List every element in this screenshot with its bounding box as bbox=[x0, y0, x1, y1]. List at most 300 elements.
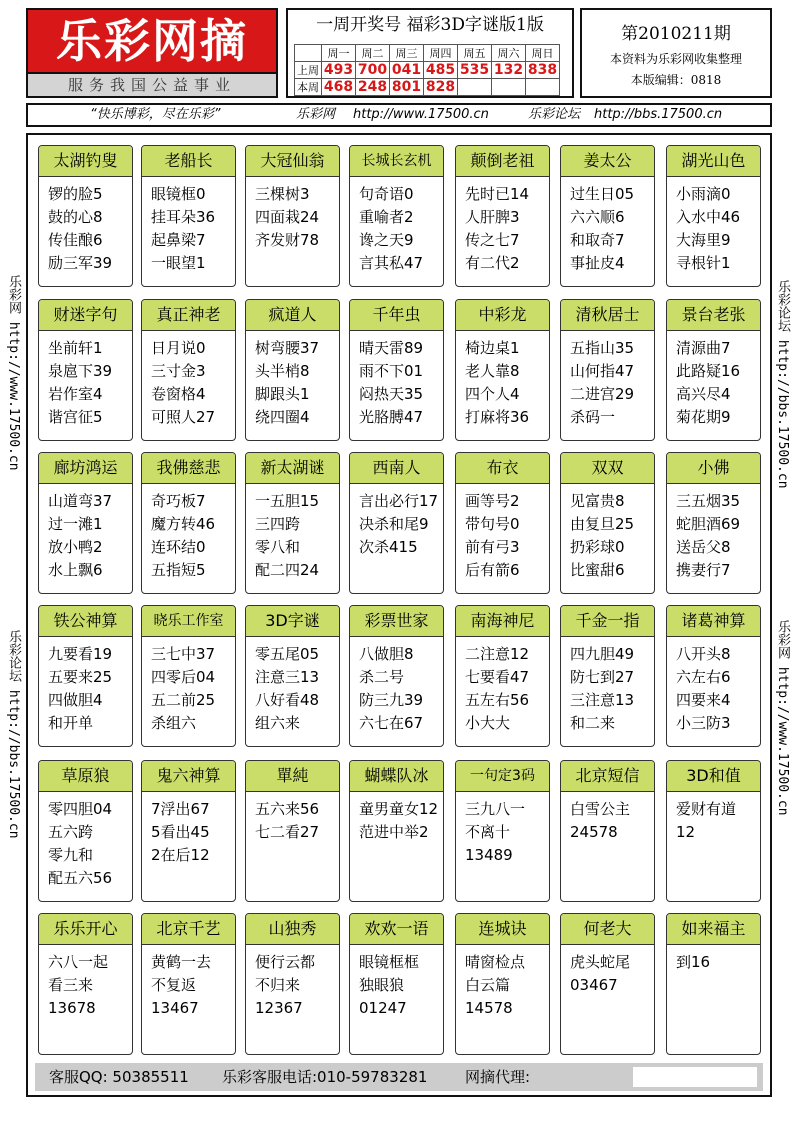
draw-number: 468 bbox=[322, 79, 356, 96]
puzzle-line: 便行云都 bbox=[255, 953, 316, 971]
puzzle-card-title: 一句定3码 bbox=[456, 761, 549, 792]
puzzle-line: 有二代2 bbox=[465, 254, 520, 272]
puzzle-line: 句奇语0 bbox=[359, 185, 414, 203]
puzzle-card-body bbox=[246, 331, 339, 429]
puzzle-card-body bbox=[246, 484, 339, 582]
draw-number: 838 bbox=[526, 62, 560, 79]
puzzle-line: 励三军39 bbox=[48, 254, 113, 272]
puzzle-line: 二注意12 bbox=[465, 645, 530, 663]
puzzle-line: 虎头蛇尾 bbox=[570, 953, 631, 971]
day-header: 周六 bbox=[492, 45, 526, 62]
puzzle-line: 杀组六 bbox=[151, 714, 197, 732]
puzzle-card-body bbox=[142, 792, 235, 867]
puzzle-line: 配二四24 bbox=[255, 561, 320, 579]
puzzle-card-title: 新太湖谜 bbox=[246, 453, 339, 484]
puzzle-card-body bbox=[456, 331, 549, 429]
puzzle-card-body bbox=[246, 637, 339, 735]
puzzle-line: 12 bbox=[676, 823, 696, 841]
puzzle-card-title: 鬼六神算 bbox=[142, 761, 235, 792]
puzzle-card-title: 大冠仙翁 bbox=[246, 146, 339, 177]
puzzle-card-title: 3D字谜 bbox=[246, 606, 339, 637]
puzzle-line: 寻根针1 bbox=[676, 254, 731, 272]
puzzle-line: 注意三13 bbox=[255, 668, 320, 686]
puzzle-card-body bbox=[667, 637, 760, 735]
puzzle-line: 黄鹤一去 bbox=[151, 953, 212, 971]
puzzle-line: 放小鸭2 bbox=[48, 538, 103, 556]
puzzle-line: 一五胆15 bbox=[255, 492, 320, 510]
puzzle-line: 蛇胆酒69 bbox=[676, 515, 741, 533]
puzzle-card-body bbox=[667, 484, 760, 582]
puzzle-line: 鼓的心8 bbox=[48, 208, 103, 226]
puzzle-card bbox=[245, 605, 340, 747]
puzzle-card-title: 老船长 bbox=[142, 146, 235, 177]
side-text-right-top bbox=[776, 280, 798, 510]
puzzle-card-title: 财迷字句 bbox=[39, 300, 132, 331]
agent-blank-box bbox=[633, 1067, 757, 1087]
puzzle-card bbox=[141, 760, 236, 902]
puzzle-line: 小雨滴0 bbox=[676, 185, 731, 203]
puzzle-card-body bbox=[39, 177, 132, 275]
day-header: 周日 bbox=[526, 45, 560, 62]
slogan: 服务我国公益事业 bbox=[26, 74, 278, 98]
puzzle-line: 八做胆8 bbox=[359, 645, 414, 663]
side-text: 乐彩论坛 http://bbs.17500.cn bbox=[775, 280, 790, 489]
puzzle-card bbox=[38, 913, 133, 1055]
puzzle-card-title: 欢欢一语 bbox=[350, 914, 443, 945]
side-text-right-bottom bbox=[776, 620, 798, 860]
puzzle-line: 7浮出67 bbox=[151, 800, 210, 818]
puzzle-line: 大海里9 bbox=[676, 231, 731, 249]
puzzle-line: 眼镜框框 bbox=[359, 953, 420, 971]
puzzle-line: 齐发财78 bbox=[255, 231, 320, 249]
puzzle-line: 看三来 bbox=[48, 976, 94, 994]
site-label: 乐彩网 bbox=[296, 107, 336, 122]
puzzle-line: 七要看47 bbox=[465, 668, 530, 686]
puzzle-line: 魔方转46 bbox=[151, 515, 216, 533]
puzzle-card-body bbox=[350, 945, 443, 1020]
puzzle-line: 次杀415 bbox=[359, 538, 418, 556]
puzzle-line: 人肝脾3 bbox=[465, 208, 520, 226]
puzzle-card-body bbox=[142, 945, 235, 1020]
table-corner bbox=[295, 45, 322, 62]
puzzle-card bbox=[38, 760, 133, 902]
puzzle-card bbox=[38, 299, 133, 441]
puzzle-card-title: 双双 bbox=[561, 453, 654, 484]
puzzle-card-title: 乐乐开心 bbox=[39, 914, 132, 945]
puzzle-line: 头半梢8 bbox=[255, 362, 310, 380]
puzzle-line: 山何指47 bbox=[570, 362, 635, 380]
puzzle-card-body bbox=[350, 484, 443, 559]
puzzle-card bbox=[38, 605, 133, 747]
puzzle-card-body bbox=[456, 637, 549, 735]
puzzle-line: 组六来 bbox=[255, 714, 301, 732]
puzzle-card-title: 湖光山色 bbox=[667, 146, 760, 177]
draw-number bbox=[492, 79, 526, 96]
puzzle-line: 2在后12 bbox=[151, 846, 210, 864]
puzzle-card-title: 南海神尼 bbox=[456, 606, 549, 637]
puzzle-line: 小三防3 bbox=[676, 714, 731, 732]
puzzle-line: 先时已14 bbox=[465, 185, 530, 203]
day-header: 周四 bbox=[424, 45, 458, 62]
puzzle-line: 杀二号 bbox=[359, 668, 405, 686]
puzzle-line: 五指短5 bbox=[151, 561, 206, 579]
puzzle-card-body bbox=[561, 484, 654, 582]
puzzle-line: 三四跨 bbox=[255, 515, 301, 533]
puzzle-card-title: 單純 bbox=[246, 761, 339, 792]
puzzle-line: 二进宫29 bbox=[570, 385, 635, 403]
puzzle-line: 光胳膊47 bbox=[359, 408, 424, 426]
draw-number: 700 bbox=[356, 62, 390, 79]
puzzle-line: 挂耳朵36 bbox=[151, 208, 216, 226]
logo-text: 乐彩网摘 bbox=[56, 14, 248, 68]
side-text: 乐彩网 http://www.17500.cn bbox=[6, 275, 21, 471]
puzzle-card bbox=[141, 299, 236, 441]
puzzle-card-title: 中彩龙 bbox=[456, 300, 549, 331]
puzzle-card-title: 晓乐工作室 bbox=[142, 606, 235, 637]
puzzle-card-title: 太湖钓叟 bbox=[39, 146, 132, 177]
puzzle-line: 画等号2 bbox=[465, 492, 520, 510]
puzzle-card bbox=[141, 605, 236, 747]
puzzle-card-body bbox=[456, 792, 549, 867]
puzzle-line: 5看出45 bbox=[151, 823, 210, 841]
puzzle-line: 零五尾05 bbox=[255, 645, 320, 663]
puzzle-card bbox=[666, 299, 761, 441]
puzzle-card-title: 草原狼 bbox=[39, 761, 132, 792]
puzzle-card-body bbox=[561, 792, 654, 844]
puzzle-card-body bbox=[667, 331, 760, 429]
puzzle-line: 杀码一 bbox=[570, 408, 616, 426]
puzzle-line: 谗之天9 bbox=[359, 231, 414, 249]
puzzle-line: 24578 bbox=[570, 823, 618, 841]
puzzle-card bbox=[560, 145, 655, 287]
puzzle-card bbox=[349, 913, 444, 1055]
puzzle-line: 言其私47 bbox=[359, 254, 424, 272]
puzzle-card-body bbox=[39, 331, 132, 429]
puzzle-line: 六八一起 bbox=[48, 953, 109, 971]
puzzle-line: 三七中37 bbox=[151, 645, 216, 663]
puzzle-card-title: 小佛 bbox=[667, 453, 760, 484]
puzzle-line: 和开单 bbox=[48, 714, 94, 732]
puzzle-line: 椅边桌1 bbox=[465, 339, 520, 357]
puzzle-line: 扔彩球0 bbox=[570, 538, 625, 556]
puzzle-line: 和取奇7 bbox=[570, 231, 625, 249]
logo bbox=[26, 8, 278, 74]
puzzle-card bbox=[349, 760, 444, 902]
puzzle-line: 防七到27 bbox=[570, 668, 635, 686]
puzzle-card-title: 山独秀 bbox=[246, 914, 339, 945]
puzzle-card-body bbox=[142, 484, 235, 582]
puzzle-card-body bbox=[667, 945, 760, 974]
puzzle-line: 四九胆49 bbox=[570, 645, 635, 663]
puzzle-line: 重喻者2 bbox=[359, 208, 414, 226]
puzzle-line: 决杀和尾9 bbox=[359, 515, 429, 533]
source-note: 本资料为乐彩网收集整理 bbox=[609, 52, 742, 66]
puzzle-card bbox=[560, 605, 655, 747]
puzzle-line: 防三九39 bbox=[359, 691, 424, 709]
puzzle-card bbox=[245, 145, 340, 287]
puzzle-card bbox=[560, 913, 655, 1055]
puzzle-line: 传佳酿6 bbox=[48, 231, 103, 249]
puzzle-line: 零八和 bbox=[255, 538, 301, 556]
puzzle-card-title: 姜太公 bbox=[561, 146, 654, 177]
puzzle-card-title: 铁公神算 bbox=[39, 606, 132, 637]
issue-number: 第2010211期 bbox=[621, 24, 731, 44]
puzzle-card bbox=[666, 605, 761, 747]
puzzle-line: 此路疑16 bbox=[676, 362, 741, 380]
puzzle-line: 白雪公主 bbox=[570, 800, 631, 818]
editor-note: 本版编辑：0818 bbox=[630, 73, 722, 87]
puzzle-card bbox=[349, 452, 444, 594]
puzzle-card-title: 如来福主 bbox=[667, 914, 760, 945]
puzzle-line: 七二看27 bbox=[255, 823, 320, 841]
draw-number: 485 bbox=[424, 62, 458, 79]
puzzle-line: 高兴尽4 bbox=[676, 385, 731, 403]
puzzle-card bbox=[455, 913, 550, 1055]
puzzle-grid bbox=[26, 133, 772, 1097]
puzzle-line: 六七在67 bbox=[359, 714, 424, 732]
puzzle-line: 入水中46 bbox=[676, 208, 741, 226]
puzzle-card-title: 真正神老 bbox=[142, 300, 235, 331]
puzzle-card bbox=[245, 913, 340, 1055]
draw-results-title: 一周开奖号 福彩3D字谜版1版 bbox=[316, 15, 544, 35]
puzzle-card-title: 疯道人 bbox=[246, 300, 339, 331]
draw-number: 041 bbox=[390, 62, 424, 79]
puzzle-card bbox=[38, 145, 133, 287]
draw-number bbox=[458, 79, 492, 96]
day-header: 周三 bbox=[390, 45, 424, 62]
day-header: 周五 bbox=[458, 45, 492, 62]
puzzle-card-body bbox=[456, 484, 549, 582]
puzzle-card-title: 廊坊鸿运 bbox=[39, 453, 132, 484]
row-label-last-week: 上周 bbox=[295, 62, 322, 79]
puzzle-line: 五二前25 bbox=[151, 691, 216, 709]
puzzle-line: 清源曲7 bbox=[676, 339, 731, 357]
draw-number: 535 bbox=[458, 62, 492, 79]
puzzle-card bbox=[245, 760, 340, 902]
puzzle-card bbox=[455, 605, 550, 747]
day-header: 周一 bbox=[322, 45, 356, 62]
puzzle-line: 后有箭6 bbox=[465, 561, 520, 579]
puzzle-card-body bbox=[246, 792, 339, 844]
puzzle-card-title: 彩票世家 bbox=[350, 606, 443, 637]
puzzle-card bbox=[141, 913, 236, 1055]
puzzle-line: 起鼻梁7 bbox=[151, 231, 206, 249]
puzzle-line: 四要来4 bbox=[676, 691, 731, 709]
puzzle-line: 不复返 bbox=[151, 976, 197, 994]
puzzle-line: 水上飘6 bbox=[48, 561, 103, 579]
draw-results-panel bbox=[286, 8, 574, 98]
puzzle-line: 打麻将36 bbox=[465, 408, 530, 426]
puzzle-line: 山道弯37 bbox=[48, 492, 113, 510]
forum-link[interactable]: http://bbs.17500.cn bbox=[594, 107, 723, 122]
puzzle-card-body bbox=[350, 331, 443, 429]
puzzle-line: 锣的脸5 bbox=[48, 185, 103, 203]
draw-number: 828 bbox=[424, 79, 458, 96]
forum-label: 乐彩论坛 bbox=[528, 107, 581, 122]
puzzle-line: 不归来 bbox=[255, 976, 301, 994]
puzzle-line: 泉扈下39 bbox=[48, 362, 113, 380]
puzzle-line: 零九和 bbox=[48, 846, 94, 864]
puzzle-line: 过生日05 bbox=[570, 185, 635, 203]
puzzle-line: 雨不下01 bbox=[359, 362, 424, 380]
puzzle-line: 奇巧板7 bbox=[151, 492, 206, 510]
puzzle-line: 传之七7 bbox=[465, 231, 520, 249]
puzzle-line: 八好看48 bbox=[255, 691, 320, 709]
puzzle-card bbox=[560, 452, 655, 594]
puzzle-line: 独眼狼 bbox=[359, 976, 405, 994]
puzzle-card-body bbox=[39, 637, 132, 735]
puzzle-card bbox=[560, 760, 655, 902]
draw-number: 132 bbox=[492, 62, 526, 79]
puzzle-line: 谐宫征5 bbox=[48, 408, 103, 426]
puzzle-card-title: 蝴蝶队冰 bbox=[350, 761, 443, 792]
puzzle-card bbox=[245, 299, 340, 441]
puzzle-card-body bbox=[39, 792, 132, 890]
puzzle-card bbox=[455, 452, 550, 594]
puzzle-card-body bbox=[456, 945, 549, 1020]
puzzle-line: 和二来 bbox=[570, 714, 616, 732]
puzzle-line: 四个人4 bbox=[465, 385, 520, 403]
puzzle-line: 小大大 bbox=[465, 714, 511, 732]
puzzle-line: 比蜜甜6 bbox=[570, 561, 625, 579]
draw-number: 493 bbox=[322, 62, 356, 79]
puzzle-card-title: 布衣 bbox=[456, 453, 549, 484]
puzzle-line: 六六顺6 bbox=[570, 208, 625, 226]
puzzle-card bbox=[666, 145, 761, 287]
puzzle-card-title: 北京千艺 bbox=[142, 914, 235, 945]
puzzle-card-body bbox=[350, 177, 443, 275]
puzzle-card-title: 连城诀 bbox=[456, 914, 549, 945]
puzzle-line: 老人靠8 bbox=[465, 362, 520, 380]
draw-number: 801 bbox=[390, 79, 424, 96]
puzzle-line: 14578 bbox=[465, 999, 513, 1017]
puzzle-line: 12367 bbox=[255, 999, 303, 1017]
puzzle-line: 送岳父8 bbox=[676, 538, 731, 556]
puzzle-card bbox=[455, 760, 550, 902]
puzzle-line: 三注意13 bbox=[570, 691, 635, 709]
puzzle-card-body bbox=[350, 792, 443, 844]
puzzle-line: 连环结0 bbox=[151, 538, 206, 556]
issue-panel bbox=[580, 8, 772, 98]
puzzle-card bbox=[349, 605, 444, 747]
puzzle-line: 白云篇 bbox=[465, 976, 511, 994]
puzzle-card bbox=[245, 452, 340, 594]
puzzle-line: 03467 bbox=[570, 976, 618, 994]
puzzle-line: 由复旦25 bbox=[570, 515, 635, 533]
puzzle-card-body bbox=[561, 331, 654, 429]
puzzle-card bbox=[455, 299, 550, 441]
puzzle-card bbox=[349, 145, 444, 287]
puzzle-line: 眼镜框0 bbox=[151, 185, 206, 203]
puzzle-line: 卷窗格4 bbox=[151, 385, 206, 403]
agent-label: 网摘代理: bbox=[465, 1068, 531, 1086]
puzzle-card-body bbox=[142, 177, 235, 275]
puzzle-line: 四零后04 bbox=[151, 668, 216, 686]
puzzle-line: 五指山35 bbox=[570, 339, 635, 357]
puzzle-line: 晴天雷89 bbox=[359, 339, 424, 357]
puzzle-line: 四面栽24 bbox=[255, 208, 320, 226]
side-text: 乐彩网 http://www.17500.cn bbox=[775, 620, 790, 816]
puzzle-card bbox=[666, 913, 761, 1055]
puzzle-line: 可照人27 bbox=[151, 408, 216, 426]
puzzle-card bbox=[349, 299, 444, 441]
puzzle-card-title: 何老大 bbox=[561, 914, 654, 945]
puzzle-line: 六左右6 bbox=[676, 668, 731, 686]
puzzle-line: 到16 bbox=[676, 953, 711, 971]
puzzle-card-body bbox=[350, 637, 443, 735]
url-bar bbox=[26, 103, 772, 127]
puzzle-card-body bbox=[667, 177, 760, 275]
puzzle-line: 范进中举2 bbox=[359, 823, 429, 841]
puzzle-card bbox=[455, 145, 550, 287]
puzzle-card bbox=[666, 452, 761, 594]
puzzle-line: 13678 bbox=[48, 999, 96, 1017]
puzzle-card-body bbox=[142, 637, 235, 735]
puzzle-card-title: 西南人 bbox=[350, 453, 443, 484]
puzzle-card bbox=[666, 760, 761, 902]
day-header: 周二 bbox=[356, 45, 390, 62]
puzzle-line: 闷热天35 bbox=[359, 385, 424, 403]
puzzle-line: 三五烟35 bbox=[676, 492, 741, 510]
puzzle-line: 过一滩1 bbox=[48, 515, 103, 533]
puzzle-card-body bbox=[561, 945, 654, 997]
puzzle-line: 童男童女12 bbox=[359, 800, 439, 818]
site-link[interactable]: http://www.17500.cn bbox=[353, 107, 489, 122]
puzzle-line: 事扯皮4 bbox=[570, 254, 625, 272]
puzzle-card-title: 千年虫 bbox=[350, 300, 443, 331]
puzzle-card-body bbox=[246, 945, 339, 1020]
row-label-this-week: 本周 bbox=[295, 79, 322, 96]
puzzle-card-title: 我佛慈悲 bbox=[142, 453, 235, 484]
puzzle-line: 晴窗检点 bbox=[465, 953, 526, 971]
puzzle-line: 四做胆4 bbox=[48, 691, 103, 709]
puzzle-card-body bbox=[246, 177, 339, 252]
puzzle-card-title: 长城长玄机 bbox=[350, 146, 443, 177]
puzzle-line: 见富贵8 bbox=[570, 492, 625, 510]
side-text: 乐彩论坛 http://bbs.17500.cn bbox=[6, 630, 21, 839]
puzzle-line: 八开头8 bbox=[676, 645, 731, 663]
puzzle-line: 带句号0 bbox=[465, 515, 520, 533]
puzzle-card bbox=[141, 452, 236, 594]
puzzle-line: 13489 bbox=[465, 846, 513, 864]
puzzle-line: 不离十 bbox=[465, 823, 511, 841]
puzzle-line: 01247 bbox=[359, 999, 407, 1017]
footer-bar bbox=[35, 1063, 763, 1091]
puzzle-line: 三寸金3 bbox=[151, 362, 206, 380]
puzzle-line: 九要看19 bbox=[48, 645, 113, 663]
puzzle-line: 前有弓3 bbox=[465, 538, 520, 556]
puzzle-line: 五要来25 bbox=[48, 668, 113, 686]
puzzle-line: 三九八一 bbox=[465, 800, 526, 818]
puzzle-card-body bbox=[561, 637, 654, 735]
puzzle-line: 言出必行17 bbox=[359, 492, 439, 510]
puzzle-line: 树弯腰37 bbox=[255, 339, 320, 357]
puzzle-card-body bbox=[142, 331, 235, 429]
puzzle-card bbox=[560, 299, 655, 441]
puzzle-line: 零四胆04 bbox=[48, 800, 113, 818]
puzzle-line: 13467 bbox=[151, 999, 199, 1017]
draw-results-table bbox=[294, 44, 560, 96]
puzzle-card bbox=[38, 452, 133, 594]
puzzle-card-body bbox=[39, 945, 132, 1020]
puzzle-line: 一眼望1 bbox=[151, 254, 206, 272]
puzzle-card-title: 千金一指 bbox=[561, 606, 654, 637]
puzzle-card-body bbox=[561, 177, 654, 275]
service-phone: 乐彩客服电话:010-59783281 bbox=[222, 1068, 428, 1086]
puzzle-card-body bbox=[39, 484, 132, 582]
draw-number: 248 bbox=[356, 79, 390, 96]
service-qq: 客服QQ: 50385511 bbox=[49, 1068, 189, 1086]
